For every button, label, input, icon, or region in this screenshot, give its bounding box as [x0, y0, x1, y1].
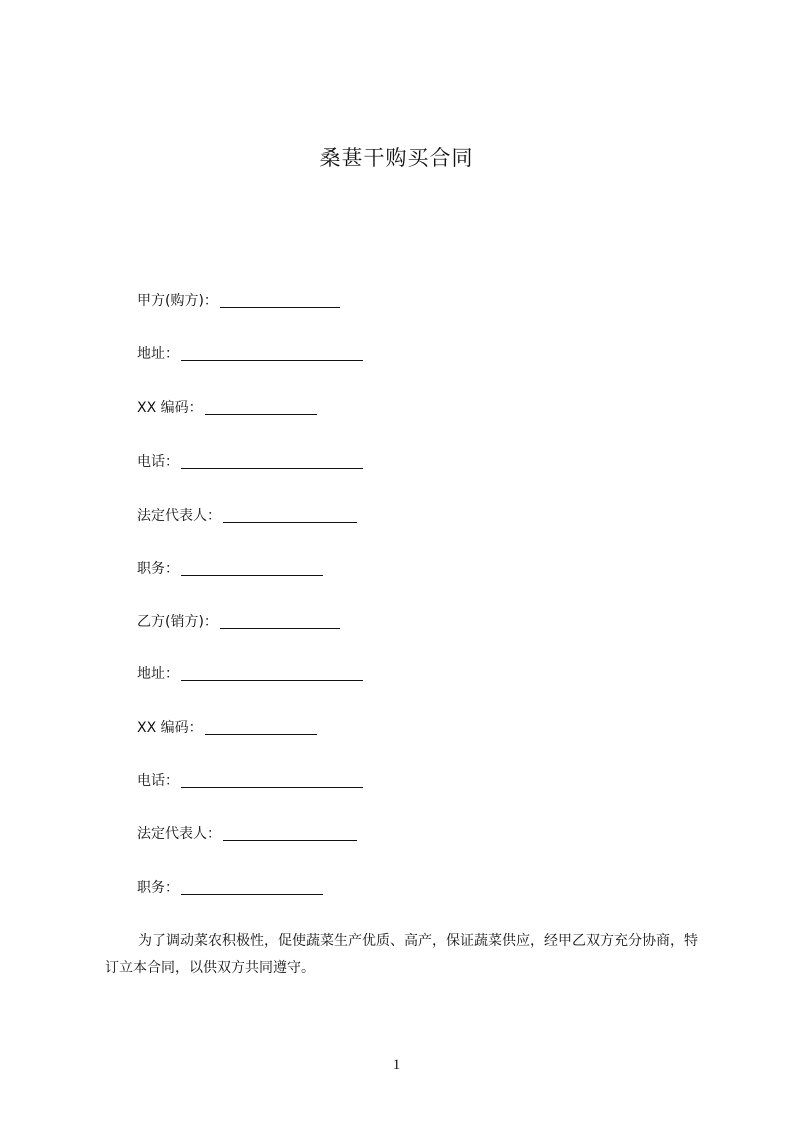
party-a-phone-field: [137, 450, 363, 474]
party-a-representative-blank: [223, 510, 357, 523]
party-b-representative-blank: [223, 828, 357, 841]
page-number: 1: [392, 1057, 401, 1073]
party-b-representative-field: [137, 822, 357, 846]
contract-title: 桑葚干购买合同: [319, 146, 474, 170]
party-a-position-blank: [181, 563, 323, 576]
party-b-code-field: [137, 716, 317, 740]
party-a-code-label: XX 编码：: [137, 400, 203, 416]
party-b-phone-label: 电话：: [137, 773, 179, 789]
party-b-code-blank: [205, 722, 317, 735]
party-b-address-blank: [181, 668, 363, 681]
party-a-label: 甲方(购方)：: [137, 293, 218, 309]
party-b-field: [137, 610, 340, 634]
party-a-address-field: [137, 342, 363, 366]
party-a-representative-field: [137, 504, 357, 528]
party-a-code-blank: [205, 402, 317, 415]
party-a-phone-blank: [181, 456, 363, 469]
party-a-phone-label: 电话：: [137, 454, 179, 470]
party-a-address-label: 地址：: [137, 346, 179, 362]
party-b-address-field: [137, 662, 363, 686]
party-a-address-blank: [181, 348, 363, 361]
party-a-representative-label: 法定代表人：: [137, 508, 221, 524]
party-a-position-label: 职务：: [137, 561, 179, 577]
party-b-position-field: [137, 876, 323, 900]
contract-paragraph: [105, 928, 700, 982]
contract-paragraph-text: 为了调动菜农积极性，促使蔬菜生产优质、高产，保证蔬菜供应，经甲乙双方充分协商，特订立本合同，以供双方共同遵守。: [105, 933, 698, 976]
party-a-code-field: [137, 396, 317, 420]
party-b-position-blank: [181, 882, 323, 895]
party-b-representative-label: 法定代表人：: [137, 826, 221, 842]
party-b-position-label: 职务：: [137, 880, 179, 896]
party-a-blank: [220, 295, 340, 308]
party-b-label: 乙方(销方)：: [137, 614, 218, 630]
party-a-position-field: [137, 557, 323, 581]
party-b-address-label: 地址：: [137, 666, 179, 682]
party-b-phone-field: [137, 769, 363, 793]
party-b-blank: [220, 616, 340, 629]
party-a-field: [137, 289, 340, 313]
party-b-code-label: XX 编码：: [137, 720, 203, 736]
party-b-phone-blank: [181, 775, 363, 788]
